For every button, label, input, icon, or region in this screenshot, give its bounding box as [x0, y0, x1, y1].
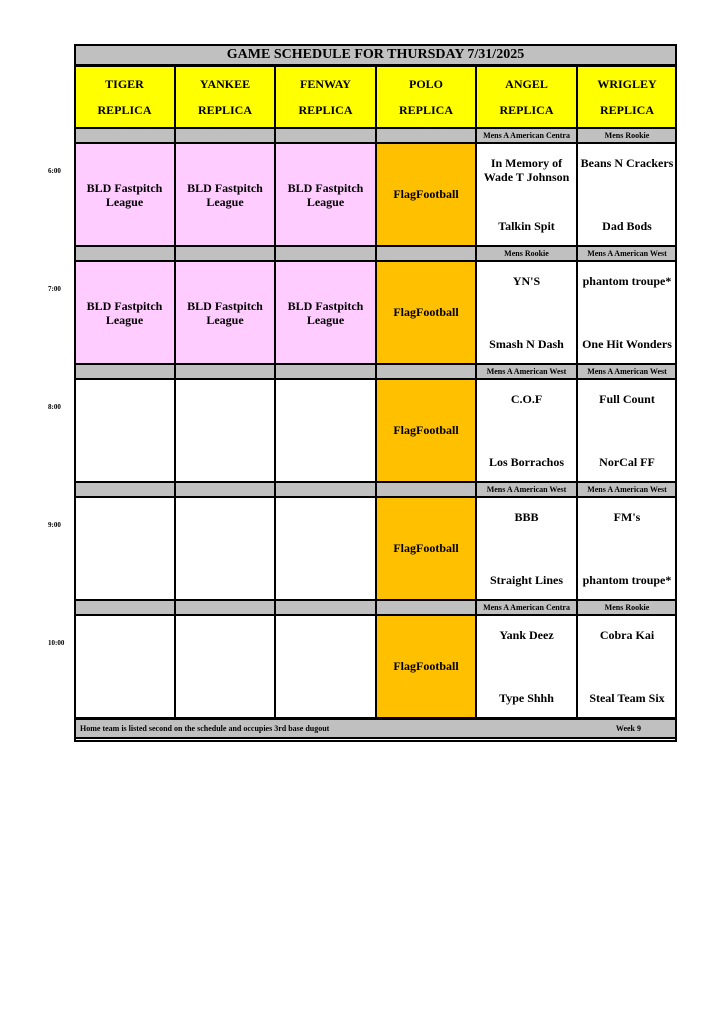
- away-team: FM's: [613, 510, 641, 524]
- division-label: Mens A American West: [587, 485, 667, 494]
- field-header-tiger: [74, 66, 175, 128]
- fastpitch-label: BLD Fastpitch League: [287, 180, 364, 209]
- flag-football-slot[interactable]: [376, 615, 476, 718]
- fastpitch-label: BLD Fastpitch League: [187, 180, 263, 209]
- empty-slot: [74, 615, 175, 718]
- flag-football-label: FlagFootball: [393, 659, 459, 673]
- time-label: 8:00: [48, 403, 61, 411]
- field-sub: REPLICA: [97, 102, 152, 117]
- fastpitch-label: BLD Fastpitch League: [86, 180, 163, 209]
- division-cell: [74, 600, 175, 615]
- schedule-title-text: GAME SCHEDULE FOR THURSDAY 7/31/2025: [226, 47, 525, 62]
- field-header-fenway: [275, 66, 376, 128]
- division-cell: [376, 600, 476, 615]
- field-sub: REPLICA: [197, 102, 252, 117]
- division-cell: [577, 128, 677, 143]
- angel-game[interactable]: [476, 261, 577, 364]
- division-cell: [476, 364, 577, 379]
- division-label: Mens Rookie: [604, 603, 650, 612]
- empty-slot: [175, 615, 275, 718]
- division-cell: [74, 482, 175, 497]
- wrigley-game[interactable]: [577, 143, 677, 246]
- field-header-polo: [376, 66, 476, 128]
- wrigley-game[interactable]: [577, 615, 677, 718]
- division-label: Mens A American Centra: [483, 131, 570, 140]
- division-label: Mens A American West: [486, 485, 567, 494]
- division-label: Mens Rookie: [604, 131, 650, 140]
- empty-slot: [175, 497, 275, 600]
- fastpitch-slot[interactable]: [175, 261, 275, 364]
- division-label: Mens Rookie: [504, 249, 549, 258]
- home-team: phantom troupe*: [582, 573, 672, 587]
- home-team: One Hit Wonders: [582, 337, 672, 351]
- home-team: Dad Bods: [602, 219, 652, 233]
- home-team: Los Borrachos: [489, 455, 564, 469]
- wrigley-game[interactable]: [577, 497, 677, 600]
- away-team: Yank Deez: [499, 628, 554, 642]
- away-team: BBB: [514, 510, 539, 524]
- division-cell: [376, 482, 476, 497]
- wrigley-game[interactable]: [577, 261, 677, 364]
- wrigley-game[interactable]: [577, 379, 677, 482]
- fastpitch-label: BLD Fastpitch League: [287, 298, 364, 327]
- division-cell: [376, 364, 476, 379]
- home-team: Talkin Spit: [498, 219, 555, 233]
- time-label: 6:00: [48, 167, 61, 175]
- fastpitch-label: BLD Fastpitch League: [187, 298, 263, 327]
- footer-note: Home team is listed second on the schedule and occupies 3rd base dugout: [80, 724, 330, 733]
- field-header-wrigley: [577, 66, 677, 128]
- division-cell: [74, 364, 175, 379]
- division-cell: [74, 246, 175, 261]
- schedule-footer: [74, 718, 677, 739]
- fastpitch-slot[interactable]: [275, 261, 376, 364]
- away-team: Full Count: [599, 392, 655, 406]
- field-sub: REPLICA: [298, 102, 353, 117]
- division-cell: [476, 482, 577, 497]
- division-label: Mens A American Centra: [483, 603, 570, 612]
- time-label: 9:00: [48, 521, 61, 529]
- angel-game[interactable]: [476, 497, 577, 600]
- empty-slot: [275, 615, 376, 718]
- angel-game[interactable]: [476, 379, 577, 482]
- empty-slot: [275, 379, 376, 482]
- flag-football-label: FlagFootball: [393, 541, 459, 555]
- field-name: ANGEL: [505, 76, 548, 91]
- division-cell: [175, 246, 275, 261]
- field-header-angel: [476, 66, 577, 128]
- flag-football-slot[interactable]: [376, 143, 476, 246]
- flag-football-slot[interactable]: [376, 497, 476, 600]
- home-team: NorCal FF: [599, 455, 655, 469]
- away-team: phantom troupe*: [582, 274, 672, 288]
- home-team: Steal Team Six: [589, 691, 665, 705]
- time-label: 10:00: [48, 639, 65, 647]
- division-cell: [476, 128, 577, 143]
- field-name: WRIGLEY: [597, 76, 657, 91]
- home-team: Type Shhh: [499, 691, 554, 705]
- fastpitch-label: BLD Fastpitch League: [86, 298, 163, 327]
- week-label: Week 9: [615, 724, 641, 733]
- division-cell: [577, 364, 677, 379]
- flag-football-label: FlagFootball: [393, 305, 459, 319]
- field-header-yankee: [175, 66, 275, 128]
- division-cell: [577, 482, 677, 497]
- fastpitch-slot[interactable]: [74, 261, 175, 364]
- division-cell: [275, 246, 376, 261]
- fastpitch-slot[interactable]: [74, 143, 175, 246]
- schedule-title: [74, 44, 677, 66]
- division-cell: [74, 128, 175, 143]
- field-name: FENWAY: [300, 76, 351, 91]
- empty-slot: [175, 379, 275, 482]
- home-team: Smash N Dash: [489, 337, 564, 351]
- angel-game[interactable]: [476, 143, 577, 246]
- field-name: TIGER: [105, 76, 144, 91]
- division-cell: [175, 364, 275, 379]
- division-cell: [577, 600, 677, 615]
- flag-football-slot[interactable]: [376, 379, 476, 482]
- away-team: C.O.F: [510, 392, 543, 406]
- schedule-sheet: [74, 44, 677, 742]
- field-sub: REPLICA: [599, 102, 654, 117]
- field-sub: REPLICA: [499, 102, 554, 117]
- away-team: Cobra Kai: [599, 628, 655, 642]
- field-name: POLO: [408, 76, 443, 91]
- away-team: YN'S: [512, 274, 541, 288]
- division-cell: [476, 246, 577, 261]
- division-cell: [275, 128, 376, 143]
- division-cell: [175, 482, 275, 497]
- flag-football-slot[interactable]: [376, 261, 476, 364]
- division-cell: [476, 600, 577, 615]
- flag-football-label: FlagFootball: [393, 187, 459, 201]
- flag-football-label: FlagFootball: [393, 423, 459, 437]
- division-cell: [376, 246, 476, 261]
- empty-slot: [74, 497, 175, 600]
- away-team: In Memory of Wade T Johnson: [483, 156, 570, 184]
- angel-game[interactable]: [476, 615, 577, 718]
- division-label: Mens A American West: [587, 249, 667, 258]
- division-cell: [376, 128, 476, 143]
- empty-slot: [275, 497, 376, 600]
- division-cell: [275, 482, 376, 497]
- division-cell: [275, 600, 376, 615]
- field-sub: REPLICA: [398, 102, 453, 117]
- empty-slot: [74, 379, 175, 482]
- field-name: YANKEE: [199, 76, 251, 91]
- away-team: Beans N Crackers: [580, 156, 674, 170]
- division-label: Mens A American West: [587, 367, 667, 376]
- division-cell: [275, 364, 376, 379]
- division-label: Mens A American West: [486, 367, 567, 376]
- fastpitch-slot[interactable]: [175, 143, 275, 246]
- division-cell: [175, 600, 275, 615]
- fastpitch-slot[interactable]: [275, 143, 376, 246]
- division-cell: [577, 246, 677, 261]
- time-label: 7:00: [48, 285, 61, 293]
- home-team: Straight Lines: [489, 573, 563, 587]
- division-cell: [175, 128, 275, 143]
